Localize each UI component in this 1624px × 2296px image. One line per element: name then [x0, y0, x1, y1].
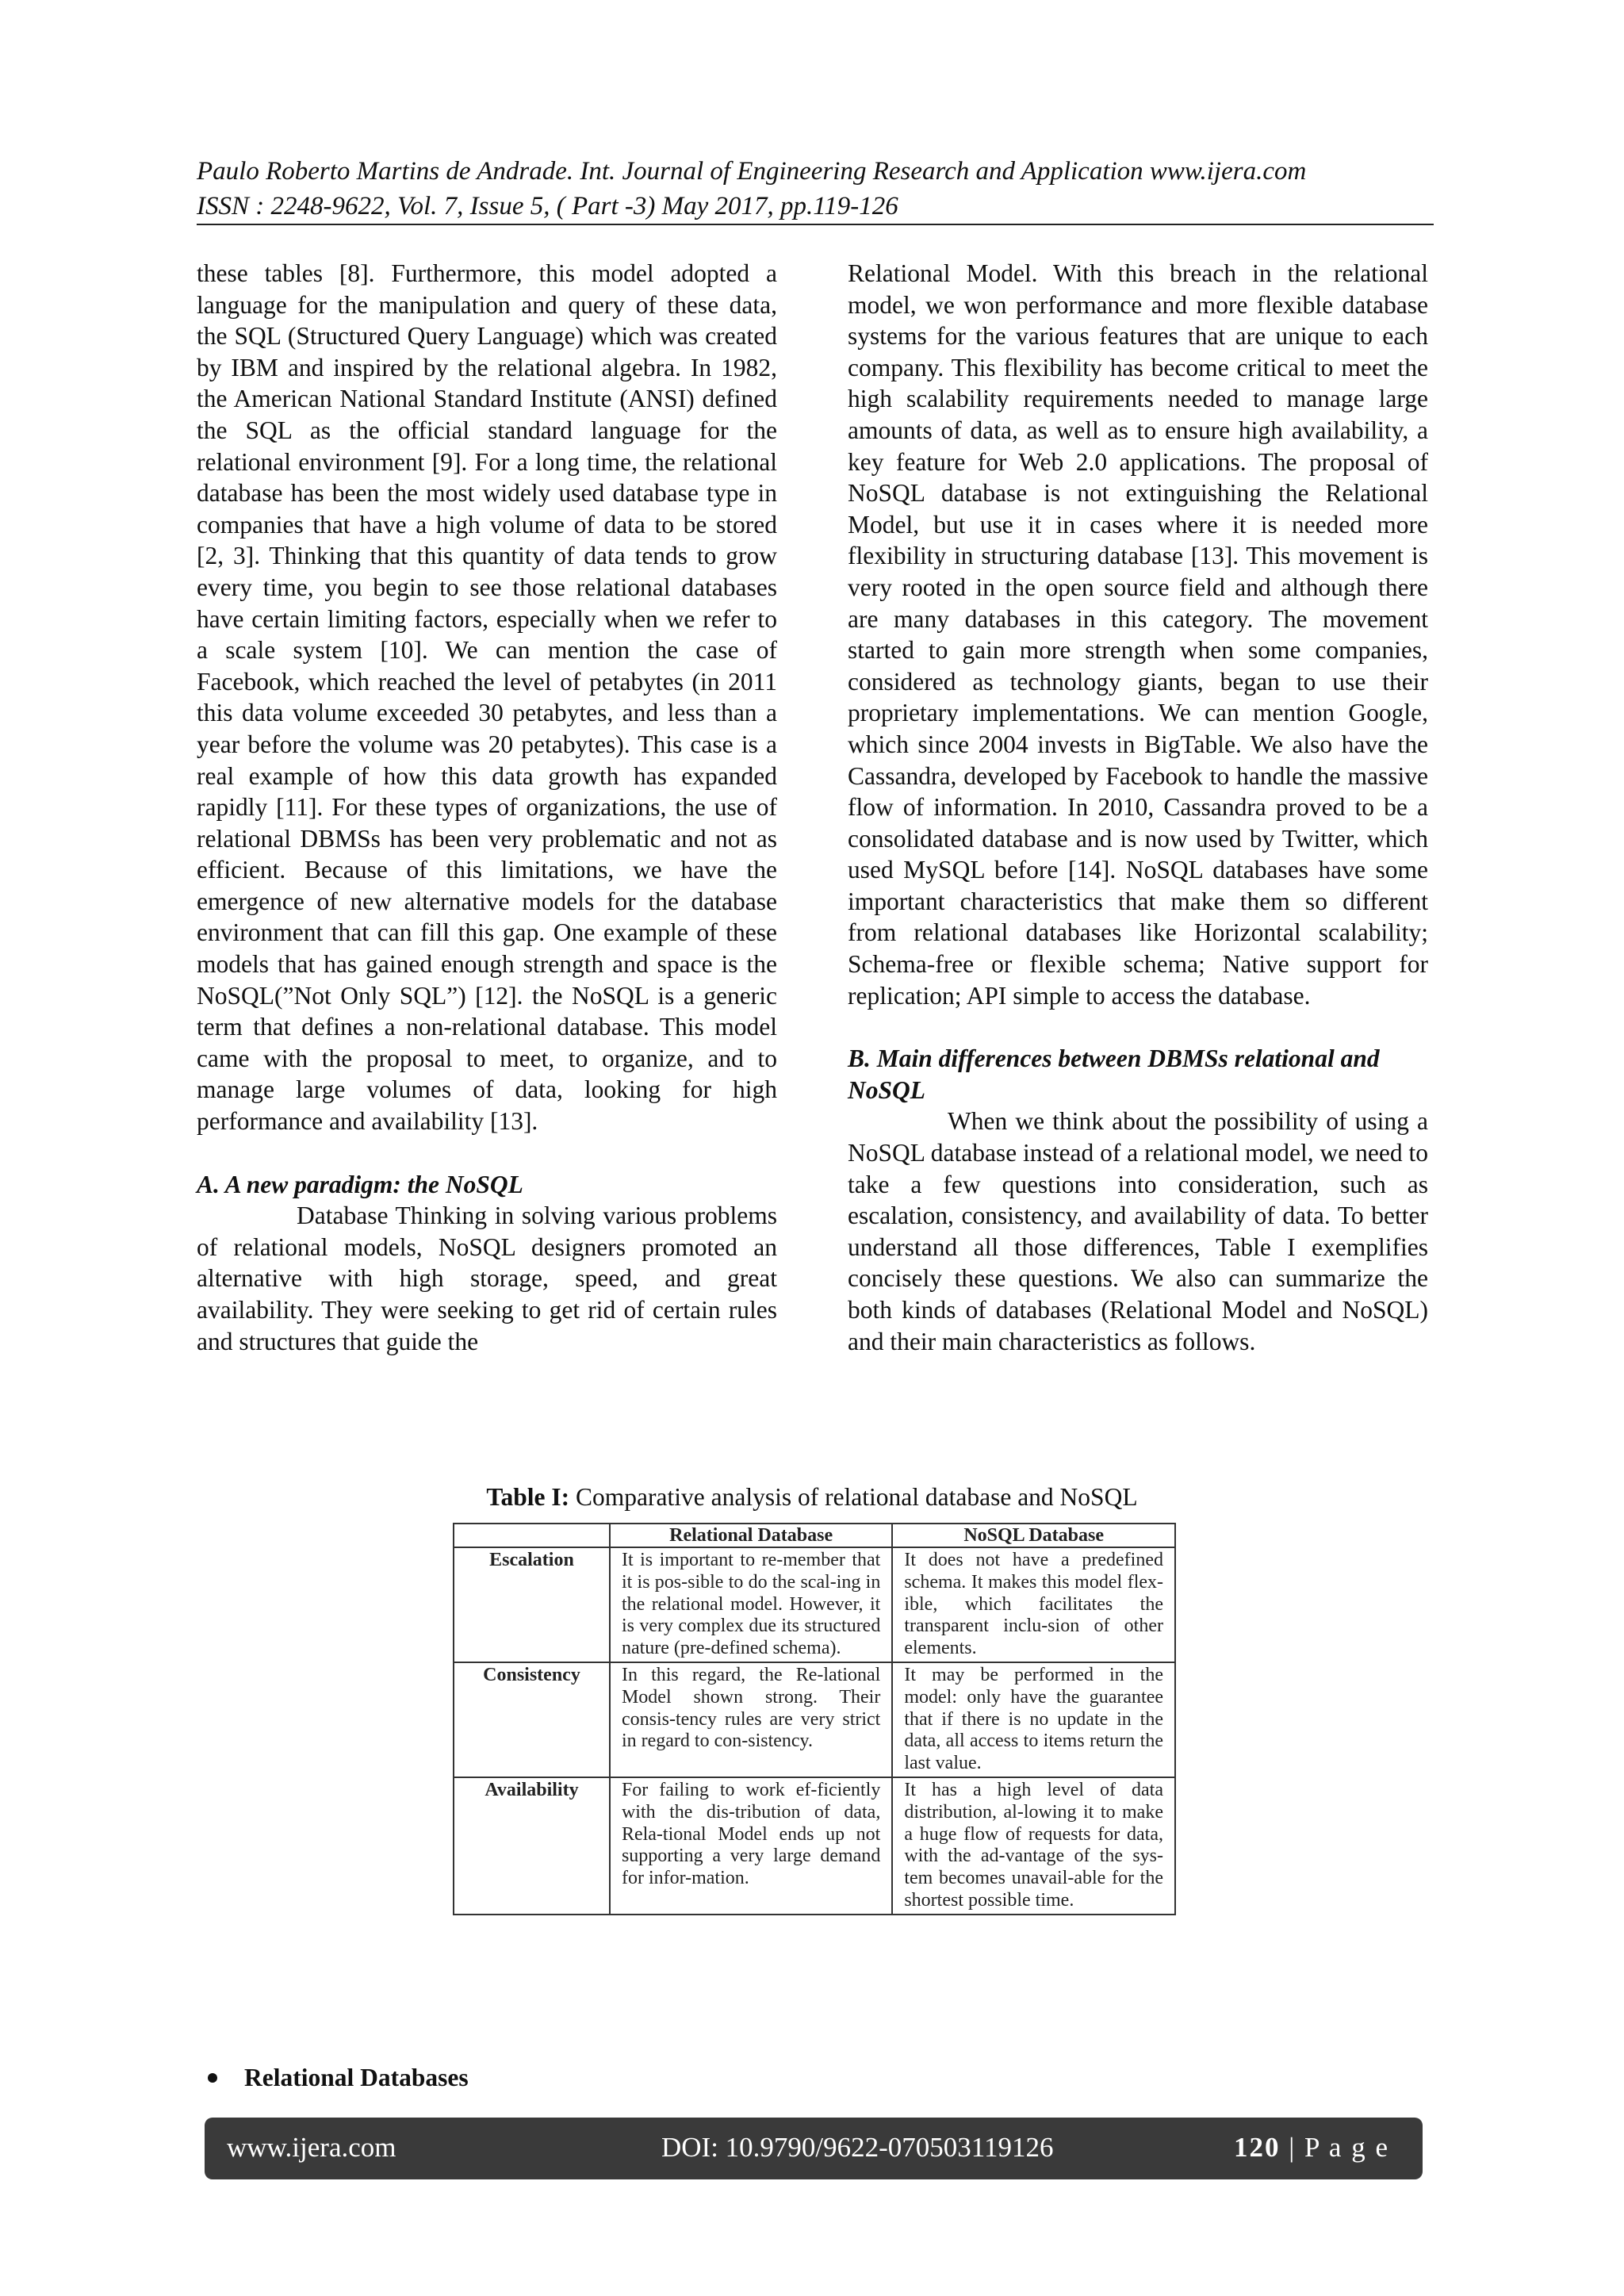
table-cell: In this regard, the Re-lational Model shown strong. Their consis-tency rules are very strict in regard to con-sistency. — [610, 1662, 892, 1777]
page-number: 120 — [1234, 2132, 1281, 2163]
body-paragraph: Relational Model. With this breach in the relational model, we won performance and more flexible database systems for the various features that are unique to each company. This flexibility has become critical to meet the high scalability requirements needed to manage large amounts of data, as well as to ensure high availability, a key feature for Web 2.0 applications. The proposal of NoSQL database is not extinguishing the Relational Model, but use it in cases where it is needed more flexibility in structuring database [13]. This movement is very rooted in the open source field and although there are many databases in this category. The movement started to gain more strength when some companies, considered as technology giants, began to use their proprietary implementations. We can mention Google, which since 2004 invests in BigTable. We also have the Cassandra, developed by Facebook to handle the massive flow of information. In 2010, Cassandra proved to be a consolidated database and is now used by Twitter, which used MySQL before [14]. NoSQL databases have some important characteristics that make them so different from relational databases like Horizontal scalability; Schema-free or flexible schema; Native support for replication; API simple to access the database. — [848, 259, 1428, 1010]
table-cell: It has a high level of data distribution, al-lowing it to make a huge flow of requests for data, with the ad-vantage of the sys-tem becomes unavail-able for the shortest possible time. — [892, 1777, 1175, 1915]
section-heading-b: B. Main differences between DBMSs relational and NoSQL — [848, 1045, 1380, 1104]
body-paragraph: When we think about the possibility of using a NoSQL database instead of a relational model, we need to take a few questions into consideration, such as escalation, consistency, and availability of data. To better understand all those differences, Table I exemplifies concisely these questions. We also can summarize the both kinds of databases (Relational Model and NoSQL) and their main characteristics as follows. — [848, 1107, 1428, 1355]
table-cell: It is important to re-member that it is pos-sible to do the scal-ing in the relational model. However, it is very complex due its structured nature (pre-defined schema). — [610, 1547, 892, 1662]
table-header-row — [454, 1524, 1175, 1547]
right-column — [848, 258, 1428, 1357]
row-header-availability: Availability — [454, 1777, 610, 1915]
header-divider — [197, 224, 1434, 225]
bullet-heading: Relational Databases — [244, 2064, 469, 2091]
footer-page-label — [1234, 2132, 1389, 2164]
body-paragraph: Database Thinking in solving various problems of relational models, NoSQL designers promoted an alternative with high storage, speed, and great availability. They were seeking to get rid of certain rules and structures that guide the — [197, 1202, 777, 1355]
paragraph-gap — [197, 1137, 777, 1169]
footer-doi: DOI: 10.9790/9622-070503119126 — [661, 2132, 1054, 2163]
table-cell: It does not have a predefined schema. It makes this model flex-ible, which facilitates the transparent inclu-sion of other elements. — [892, 1547, 1175, 1662]
table-cell: For failing to work ef-ficiently with the dis-tribution of data, Rela-tional Model ends up not supporting a very large demand for infor-mation. — [610, 1777, 892, 1915]
bullet-item — [208, 2064, 469, 2092]
row-header-escalation: Escalation — [454, 1547, 610, 1662]
table-corner-cell — [454, 1524, 610, 1547]
left-column — [197, 258, 777, 1357]
running-header — [197, 154, 1434, 224]
body-paragraph: these tables [8]. Furthermore, this model adopted a language for the manipulation and query of these data, the SQL (Structured Query Language) which was created by IBM and inspired by the relational algebra. In 1982, the American National Standard Institute (ANSI) defined the SQL as the official standard language for the relational environment [9]. For a long time, the relational database has been the most widely used database type in companies that have a high volume of data to be stored [2, 3]. Thinking that this quantity of data tends to grow every time, you begin to see those relational databases have certain limiting factors, especially when we refer to a scale system [10]. We can mention the case of Facebook, which reached the level of petabytes (in 2011 this data volume exceeded 30 petabytes, and less than a year before the volume was 20 petabytes). This case is a real example of how this data growth has expanded rapidly [11]. For these types of organizations, the use of relational DBMSs has been very problematic and not as efficient. Because of this limitations, we have the emergence of new alternative models for the database environment that can fill this gap. One example of these models that has gained enough strength and space is the NoSQL(”Not Only SQL”) [12]. the NoSQL is a generic term that defines a non-relational database. This model came with the proposal to meet, to organize, and to manage large volumes of data, looking for high performance and availability [13]. — [197, 259, 777, 1136]
table-row — [454, 1777, 1175, 1915]
paragraph-gap — [848, 1011, 1428, 1043]
table-row — [454, 1547, 1175, 1662]
page-footer — [205, 2118, 1423, 2179]
table-caption-text: Comparative analysis of relational database and NoSQL — [569, 1483, 1138, 1511]
table-caption-label: Table I: — [486, 1483, 570, 1511]
row-header-consistency: Consistency — [454, 1662, 610, 1777]
column-header-relational: Relational Database — [610, 1524, 892, 1547]
header-citation-line: Paulo Roberto Martins de Andrade. Int. Journal of Engineering Research and Application www.ijera.com — [197, 157, 1307, 186]
header-issn-line: ISSN : 2248-9622, Vol. 7, Issue 5, ( Part -3) May 2017, pp.119-126 — [197, 192, 898, 220]
table-row — [454, 1662, 1175, 1777]
bullet-dot-icon — [208, 2073, 217, 2083]
table-caption — [0, 1483, 1624, 1512]
section-heading-a: A. A new paradigm: the NoSQL — [197, 1170, 523, 1198]
comparison-table — [453, 1523, 1176, 1915]
footer-url: www.ijera.com — [227, 2132, 396, 2163]
table-cell: It may be performed in the model: only have the guarantee that if there is no update in the data, all access to items return the last value. — [892, 1662, 1175, 1777]
page-suffix: | P a g e — [1280, 2132, 1389, 2163]
column-header-nosql: NoSQL Database — [892, 1524, 1175, 1547]
